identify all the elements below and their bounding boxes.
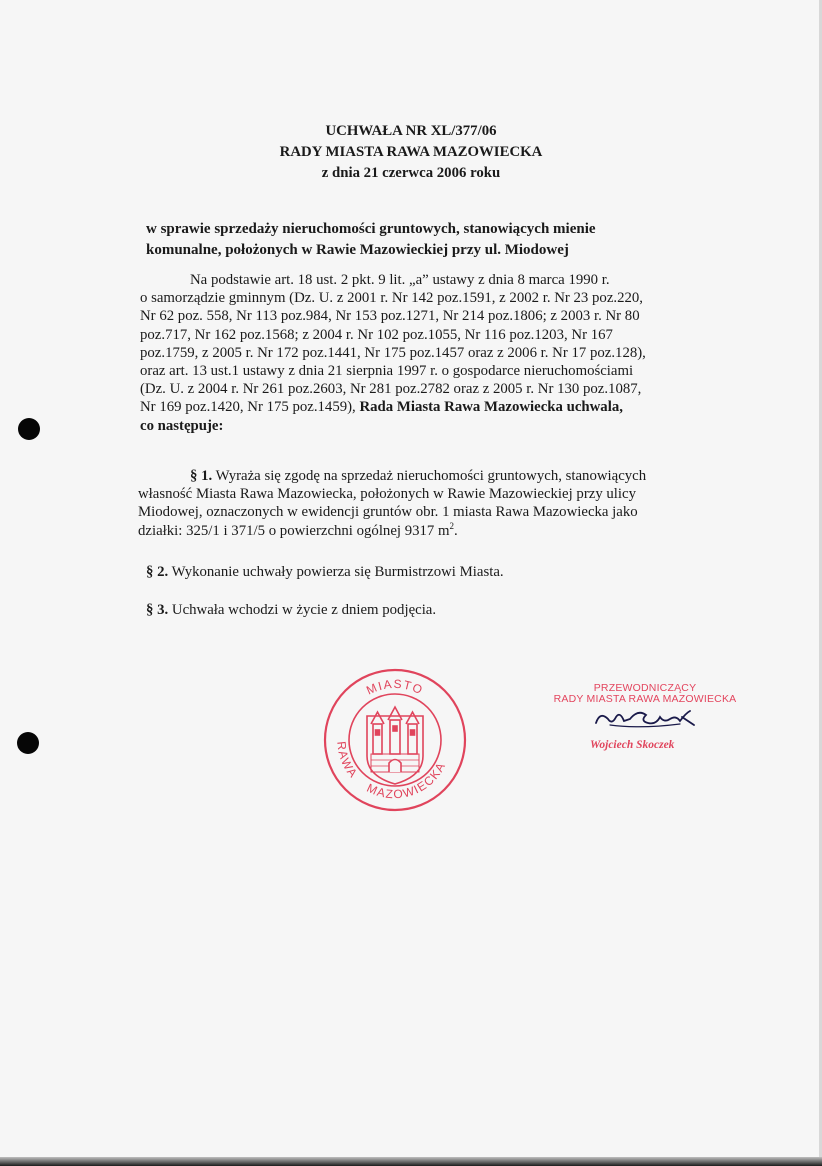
section-1-line	[138, 467, 718, 485]
scan-edge-bottom	[0, 1157, 822, 1166]
punch-hole-bottom	[17, 732, 39, 754]
legal-basis-text: Nr 169 poz.1420, Nr 175 poz.1459),	[140, 399, 360, 416]
section-1-end: .	[454, 522, 458, 539]
section-3	[146, 602, 436, 619]
legal-basis-line: Na podstawie art. 18 ust. 2 pkt. 9 lit. „a” ustawy z dnia 8 marca 1990 r.	[190, 272, 610, 288]
section-3-text: Uchwała wchodzi w życie z dniem podjęcia.	[168, 602, 437, 618]
legal-basis-line: Nr 62 poz. 558, Nr 113 poz.984, Nr 153 poz.1271, Nr 214 poz.1806; z 2003 r. Nr 80	[140, 308, 640, 325]
legal-basis-line: (Dz. U. z 2004 r. Nr 261 poz.2603, Nr 281 poz.2782 oraz z 2005 r. Nr 130 poz.1087,	[140, 381, 642, 398]
legal-basis-line: o samorządzie gminnym (Dz. U. z 2001 r. Nr 142 poz.1591, z 2002 r. Nr 23 poz.220,	[140, 290, 643, 307]
city-seal-stamp	[323, 668, 467, 812]
section-2-label: § 2.	[146, 564, 169, 580]
resolution-number: UCHWAŁA NR XL/377/06	[325, 123, 497, 139]
section-1-line: własność Miasta Rawa Mazowiecka, położonych w Rawie Mazowieckiej przy ulicy	[138, 486, 637, 503]
section-1-line	[138, 522, 718, 540]
handwritten-signature	[590, 707, 700, 731]
subject-line: w sprawie sprzedaży nieruchomości gruntowych, stanowiących mienie	[146, 221, 596, 237]
resolution-header	[0, 121, 822, 184]
council-resolves: Rada Miasta Rawa Mazowiecka uchwala,	[359, 399, 623, 416]
chairman-signature-stamp	[545, 683, 745, 731]
section-2	[146, 564, 504, 581]
section-1-text: Wyraża się zgodę na sprzedaż nieruchomości gruntowych, stanowiących	[212, 468, 647, 484]
signatory-name: Wojciech Skoczek	[590, 739, 675, 751]
legal-basis-line: poz.717, Nr 162 poz.1568; z 2004 r. Nr 102 poz.1055, Nr 116 poz.1203, Nr 167	[140, 326, 613, 343]
section-1-line: Miodowej, oznaczonych w ewidencji gruntów obr. 1 miasta Rawa Mazowiecka jako	[138, 504, 638, 521]
council-name: RADY MIASTA RAWA MAZOWIECKA	[279, 144, 543, 160]
section-2-text: Wykonanie uchwały powierza się Burmistrzowi Miasta.	[168, 564, 504, 580]
punch-hole-top	[18, 418, 40, 440]
section-1-label: § 1.	[190, 468, 213, 484]
seal-bottom-text: MAZOWIECKA	[364, 759, 449, 802]
section-1-area: działki: 325/1 i 371/5 o powierzchni ogólnej 9317 m	[138, 522, 450, 539]
seal-left-text: RAWA	[334, 740, 361, 782]
area-unit-superscript: 2	[449, 520, 455, 531]
legal-basis-line: oraz art. 13 ust.1 ustawy z dnia 21 sierpnia 1997 r. o gospodarce nieruchomościami	[140, 363, 634, 380]
resolution-date: z dnia 21 czerwca 2006 roku	[321, 165, 501, 181]
as-follows: co następuje:	[140, 417, 224, 434]
section-1	[138, 467, 718, 540]
coat-of-arms-castle-icon	[367, 707, 423, 784]
stamp-council: RADY MIASTA RAWA MAZOWIECKA	[553, 693, 737, 705]
legal-basis	[140, 271, 720, 435]
resolution-subject	[146, 219, 706, 261]
section-3-label: § 3.	[146, 602, 169, 618]
subject-line: komunalne, położonych w Rawie Mazowieckiej przy ul. Miodowej	[146, 242, 569, 258]
seal-top-text: MIASTO	[364, 676, 426, 698]
legal-basis-line: poz.1759, z 2005 r. Nr 172 poz.1441, Nr 175 poz.1457 oraz z 2006 r. Nr 17 poz.128),	[140, 344, 646, 361]
stamp-title: PRZEWODNICZĄCY	[593, 682, 697, 694]
legal-basis-line	[140, 398, 720, 416]
